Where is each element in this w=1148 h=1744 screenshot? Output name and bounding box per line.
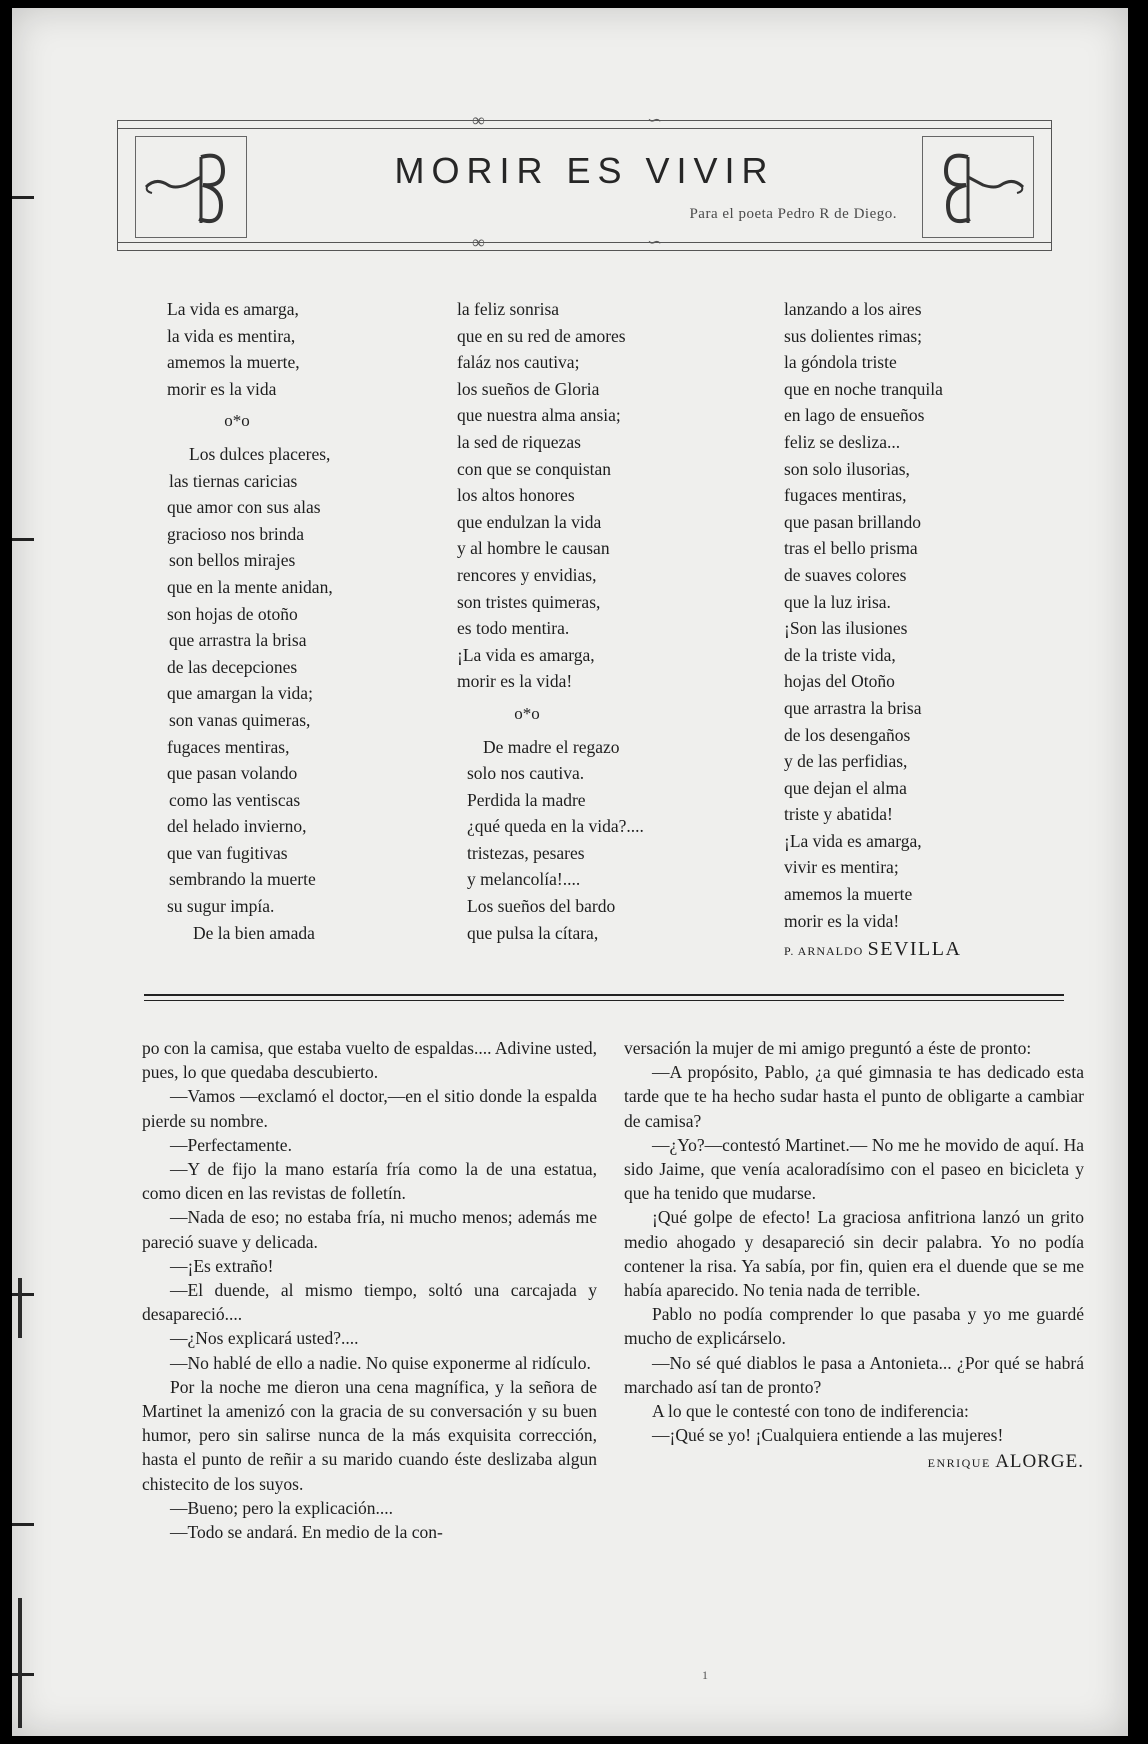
prose-paragraph: —¿Nos explicará usted?....	[170, 1328, 359, 1349]
poem-line: con que se conquistan	[457, 458, 612, 479]
poem-column-3	[784, 296, 961, 965]
poem-line: son vanas quimeras,	[169, 709, 311, 730]
poem-line: ¡La vida es amarga,	[457, 644, 595, 665]
poem-line: son solo ilusorias,	[784, 458, 910, 479]
knot-ornament-icon: ∞	[472, 232, 485, 252]
poem-line: que en noche tranquila	[784, 378, 943, 399]
spine-mark	[12, 538, 34, 541]
header-rule	[117, 120, 1052, 121]
prose-paragraph: Pablo no podía comprender lo que pasaba y yo me guardé mucho de explicárselo.	[624, 1304, 1084, 1349]
header-rule	[117, 242, 1052, 243]
dedication: Para el poeta Pedro R de Diego.	[689, 206, 897, 222]
poem-line: fugaces mentiras,	[167, 736, 290, 757]
poem-line: los altos honores	[457, 485, 575, 506]
poem-line: y melancolía!....	[467, 869, 581, 890]
prose-paragraph: A lo que le contesté con tono de indiferencia:	[652, 1401, 969, 1422]
title-header	[117, 106, 1052, 266]
poem-line: ¡Son las ilusiones	[784, 618, 908, 639]
poem-line: que amor con sus alas	[167, 497, 321, 518]
poem-line: que nuestra alma ansia;	[457, 405, 621, 426]
prose-paragraph: ¡Qué golpe de efecto! La graciosa anfitriona lanzó un grito medio ahogado y desapareció sin decir palabra. Yo no podía contener la risa. Ya sabía, por fin, quien era el duende que se me había aparecido. No tenia nada de terrible.	[624, 1207, 1084, 1301]
spine-mark	[12, 196, 34, 199]
poem-line: vivir es mentira;	[784, 857, 899, 878]
poem-line: rencores y envidias,	[457, 564, 597, 585]
poem-line: las tiernas caricias	[169, 470, 298, 491]
poem-line: de la triste vida,	[784, 644, 896, 665]
poem-line: morir es la vida!	[457, 671, 573, 692]
prose-column-1	[142, 1036, 597, 1544]
poem-line: la vida es mentira,	[167, 325, 296, 346]
spine-mark	[12, 1523, 34, 1526]
poem-line: tras el bello prisma	[784, 538, 918, 559]
poem-line: y de las perfidias,	[784, 751, 908, 772]
poem-line: que la luz irisa.	[784, 591, 891, 612]
poem-line: son bellos mirajes	[169, 550, 296, 571]
poem-line: ¿qué queda en la vida?....	[467, 816, 644, 837]
poem-line: faláz nos cautiva;	[457, 352, 580, 373]
prose-paragraph: —Bueno; pero la explicación....	[170, 1497, 394, 1518]
prose-paragraph: —¡Qué se yo! ¡Cualquiera entiende a las mujeres!	[652, 1425, 1004, 1446]
poem-line: en lago de ensueños	[784, 405, 925, 426]
poem-line: morir es la vida	[167, 378, 277, 399]
header-rule	[117, 250, 1052, 251]
prose-paragraph: versación la mujer de mi amigo preguntó a éste de pronto:	[624, 1038, 1032, 1058]
spine-binding	[18, 1278, 22, 1338]
prose-paragraph: —Todo se andará. En medio de la con-	[170, 1522, 443, 1543]
poem-line: que en la mente anidan,	[167, 576, 333, 597]
prose-paragraph: —Nada de eso; no estaba fría, ni mucho menos; además me pareció suave y delicada.	[142, 1207, 597, 1252]
knot-ornament-icon: ∞	[472, 110, 485, 130]
prose-paragraph: —Y de fijo la mano estaría fría como la de una estatua, como dicen en las revistas de folletín.	[142, 1159, 597, 1204]
poem-line: hojas del Otoño	[784, 671, 895, 692]
poem-line: que endulzan la vida	[457, 511, 602, 532]
prose-paragraph: —¡Es extraño!	[170, 1255, 274, 1276]
poem-line: que dejan el alma	[784, 777, 907, 798]
poem-line: Los sueños del bardo	[467, 896, 616, 917]
poem-title: MORIR ES VIVIR	[394, 150, 775, 191]
prose-column-2	[624, 1036, 1084, 1476]
poem-line: fugaces mentiras,	[784, 485, 907, 506]
prose-paragraph: —¿Yo?—contestó Martinet.— No me he movido de aquí. Ha sido Jaime, que venía acaloradísimo con el paseo en bicicleta y que ha tenido que mudarse.	[624, 1134, 1084, 1204]
poem-line: que amargan la vida;	[167, 683, 313, 704]
poem-line: La vida es amarga,	[167, 299, 299, 319]
header-rule	[117, 128, 1052, 129]
poem-line: la góndola triste	[784, 352, 897, 373]
prose-paragraph: Por la noche me dieron una cena magnífica, y la señora de Martinet la amenizó con la gracia de su conversación y su buen humor, pero sin salirse nunca de la más exquisita corrección, hasta el punto de reñir a su marido cuando éste deslizaba algun chistecito de los suyos.	[142, 1376, 597, 1494]
poem-line: la feliz sonrisa	[457, 299, 560, 319]
spine-mark	[12, 1673, 34, 1676]
poem-line: gracioso nos brinda	[167, 523, 305, 544]
poem-line: tristezas, pesares	[467, 842, 585, 863]
poem-line: es todo mentira.	[457, 618, 570, 639]
poem-line: De madre el regazo	[483, 736, 620, 757]
stanza-separator: o*o	[514, 703, 540, 723]
poem-line: de los desengaños	[784, 724, 911, 745]
poem-line: como las ventiscas	[169, 789, 301, 810]
poem-line: ¡La vida es amarga,	[784, 830, 922, 851]
prose-paragraph: —El duende, al mismo tiempo, soltó una carcajada y desapareció....	[142, 1280, 597, 1325]
prose-paragraph: —Vamos —exclamó el doctor,—en el sitio donde la espalda pierde su nombre.	[142, 1086, 597, 1131]
poem-line: del helado invierno,	[167, 816, 307, 837]
poem-line: solo nos cautiva.	[467, 763, 585, 784]
section-divider	[144, 994, 1064, 996]
poem-line: de las decepciones	[167, 656, 298, 677]
poem-line: su sugur impía.	[167, 896, 275, 917]
poem-line: amemos la muerte	[784, 884, 913, 905]
poem-line: De la bien amada	[193, 922, 315, 943]
poem-line: que pasan brillando	[784, 511, 922, 532]
spine-binding	[18, 1598, 22, 1728]
poem-line: que van fugitivas	[167, 842, 288, 863]
poem-column-2	[457, 296, 644, 946]
poem-line: amemos la muerte,	[167, 352, 300, 373]
poem-line: de suaves colores	[784, 564, 907, 585]
poem-line: morir es la vida!	[784, 910, 900, 931]
prose-author	[624, 1449, 1084, 1475]
poem-line: sus dolientes rimas;	[784, 325, 923, 346]
knot-ornament-icon: ∽	[647, 110, 663, 130]
poem-line: Perdida la madre	[467, 789, 586, 810]
author-name: ALORGE.	[995, 1451, 1084, 1473]
poem-line: lanzando a los aires	[784, 299, 922, 319]
prose-paragraph: —No hablé de ello a nadie. No quise exponerme al ridículo.	[170, 1352, 591, 1373]
poem-signature	[784, 936, 961, 965]
section-divider	[144, 1000, 1064, 1001]
poem-line: triste y abatida!	[784, 804, 893, 825]
magazine-page	[12, 8, 1128, 1736]
knot-ornament-icon: ∽	[647, 232, 663, 252]
poem-line: que arrastra la brisa	[169, 630, 307, 651]
prose-paragraph: —No sé qué diablos le pasa a Antonieta... ¿Por qué se habrá marchado así tan de pronto?	[624, 1352, 1084, 1397]
spine-mark	[12, 1293, 34, 1296]
author-prefix: ENRIQUE	[927, 1456, 991, 1471]
poem-line: sembrando la muerte	[169, 869, 316, 890]
poem-line: que arrastra la brisa	[784, 697, 922, 718]
poem-line: son hojas de otoño	[167, 603, 298, 624]
page-folio: 1	[702, 1668, 708, 1682]
poem-line: que pasan volando	[167, 763, 298, 784]
poem-line: son tristes quimeras,	[457, 591, 601, 612]
poem-column-1	[167, 296, 333, 946]
prose-paragraph: po con la camisa, que estaba vuelto de espaldas.... Adivine usted, pues, lo que quedaba descubierto.	[142, 1038, 597, 1083]
poem-line: los sueños de Gloria	[457, 378, 600, 399]
poem-line: que en su red de amores	[457, 325, 626, 346]
poem-line: la sed de riquezas	[457, 431, 581, 452]
prose-paragraph: —A propósito, Pablo, ¿a qué gimnasia te has dedicado esta tarde que te ha hecho sudar hasta el punto de obligarte a cambiar de camisa?	[624, 1062, 1084, 1131]
poem-line: feliz se desliza...	[784, 431, 901, 452]
poem-line: que pulsa la cítara,	[467, 922, 599, 943]
poem-line: Los dulces placeres,	[189, 443, 331, 464]
signature-prefix: P. ARNALDO	[784, 944, 864, 959]
signature-name: SEVILLA	[867, 938, 962, 961]
prose-paragraph: —Perfectamente.	[170, 1134, 292, 1155]
poem-line: y al hombre le causan	[457, 538, 610, 559]
stanza-separator: o*o	[224, 411, 250, 431]
